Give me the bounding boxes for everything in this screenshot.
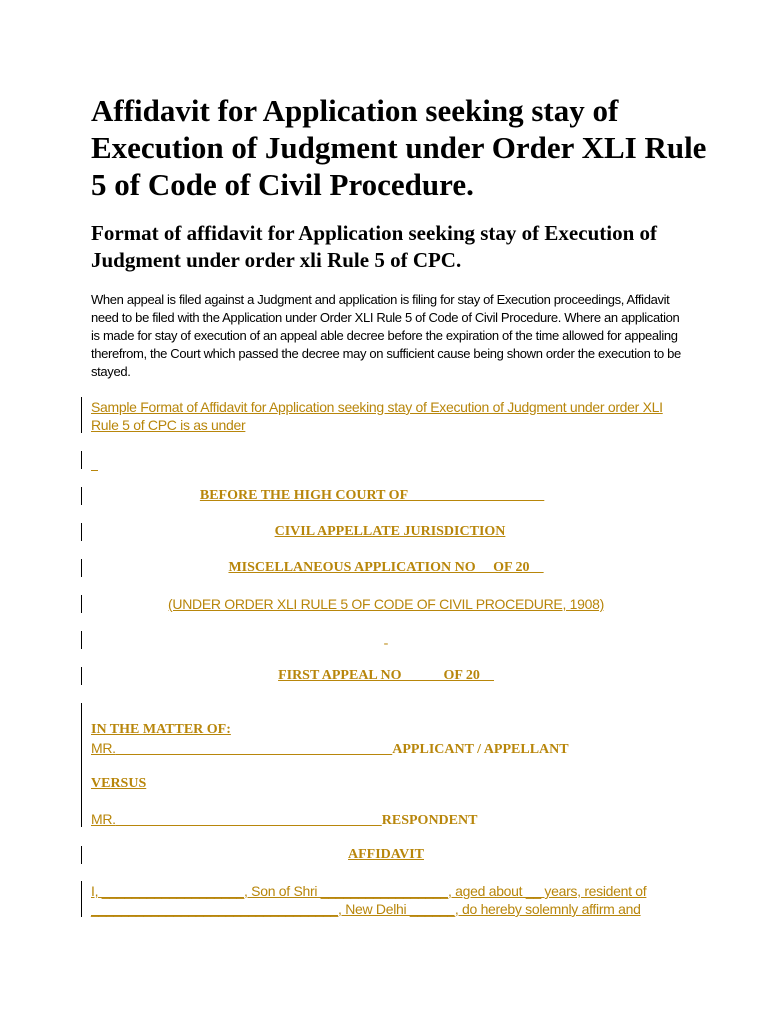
jurisdiction-container [91, 523, 681, 541]
first-appeal-container [91, 667, 681, 685]
respondent-label: RESPONDENT [381, 813, 478, 828]
misc-application-container [91, 559, 681, 577]
revision-bar [81, 451, 82, 469]
first-appeal-heading[interactable]: FIRST APPEAL NO _____ OF 20__ [278, 668, 494, 683]
under-order-container [91, 595, 681, 615]
in-matter-heading[interactable]: IN THE MATTER OF: [91, 722, 231, 737]
oath-line-2[interactable]: _________________________________, New Delhi ______, do hereby solemnly affirm and [91, 901, 641, 917]
applicant-prefix[interactable]: MR. [91, 740, 116, 756]
blank-line [91, 457, 98, 475]
revision-bar [81, 631, 82, 649]
versus-heading[interactable]: VERSUS [91, 776, 147, 791]
respondent-prefix[interactable]: MR. [91, 811, 116, 827]
affidavit-container [91, 846, 681, 864]
misc-application-heading[interactable]: MISCELLANEOUS APPLICATION NO__ OF 20__ [228, 560, 544, 575]
revision-bar [81, 881, 82, 917]
court-heading[interactable]: BEFORE THE HIGH COURT OF ___________________ [199, 488, 545, 503]
respondent-blank [116, 813, 382, 828]
court-line-container [91, 487, 681, 505]
page-subtitle: Format of affidavit for Application seeking stay of Execution of Judgment under order xli Rule 5 of CPC. [91, 221, 657, 272]
revision-bar [81, 559, 82, 577]
revision-bar [81, 703, 82, 827]
respondent-row [91, 810, 477, 830]
intro-paragraph: When appeal is filed against a Judgment and application is filing for stay of Execution proceedings, Affidavit need to be filed with the Application under Order XLI Rule 5 of Code of Civil Procedure. Where an application is made for stay of execution of an appeal able decree before the expiration of the time allowed for appealing therefrom, the Court which passed the decree may on sufficient cause being shown order the execution to be stayed. [91, 292, 681, 379]
revision-bar [81, 595, 82, 613]
revision-bar [81, 846, 82, 864]
revision-bar [81, 667, 82, 685]
revision-bar [81, 397, 82, 433]
oath-line-1[interactable]: I, ___________________, Son of Shri _________________, aged about __ years, resident of [91, 883, 647, 899]
applicant-row [91, 739, 569, 759]
sample-format-link[interactable]: Sample Format of Affidavit for Application seeking stay of Execution of Judgment under order XLI Rule 5 of CPC is as under [91, 399, 663, 433]
applicant-blank [116, 742, 393, 757]
dash-container [91, 635, 681, 653]
jurisdiction-heading[interactable]: CIVIL APPELLATE JURISDICTION [274, 524, 506, 539]
revision-bar [81, 487, 82, 505]
revision-bar [81, 523, 82, 541]
dash-mark: - [383, 636, 389, 651]
page-title: Affidavit for Application seeking stay of Execution of Judgment under Order XLI Rule 5 of Code of Civil Procedure. [91, 93, 707, 202]
affidavit-heading[interactable]: AFFIDAVIT [348, 847, 424, 862]
applicant-label: APPLICANT / APPELLANT [392, 742, 569, 757]
under-order-line[interactable]: (UNDER ORDER XLI RULE 5 OF CODE OF CIVIL PROCEDURE, 1908) [168, 596, 604, 612]
